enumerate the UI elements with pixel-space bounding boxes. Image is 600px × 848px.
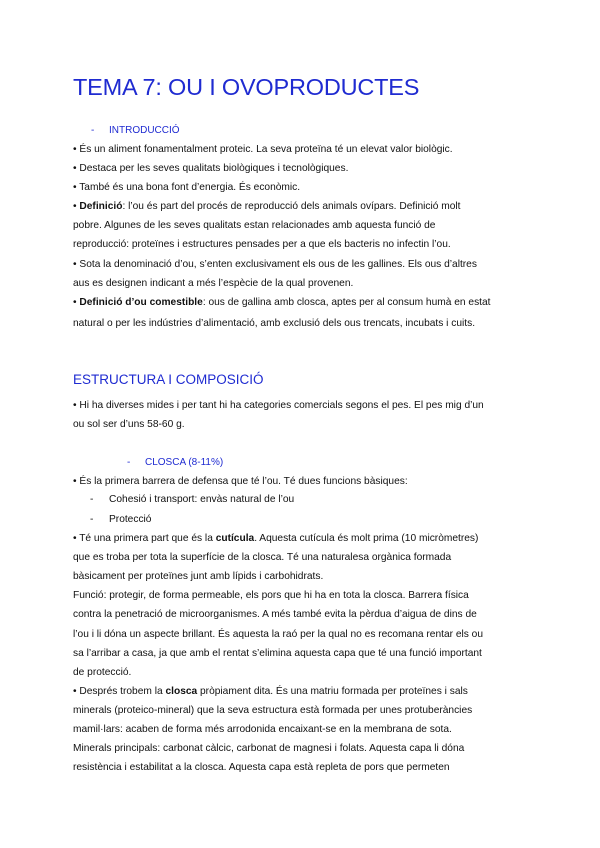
cuticula-cont-1: que es troba per tota la superfície de la closca. Té una naturalesa orgànica formada xyxy=(73,552,452,563)
estructura-heading: ESTRUCTURA I COMPOSICIÓ xyxy=(73,372,264,387)
definicio-paragraph-line xyxy=(73,200,461,213)
cuticula-cont-3: Funció: protegir, de forma permeable, els pors que hi ha en tota la closca. Barrera física xyxy=(73,590,469,601)
cuticula-cont-4: contra la penetració de microorganismes. A més també evita la pèrdua d’aigua de dins de xyxy=(73,609,477,620)
list-item xyxy=(90,514,151,525)
bullet: • xyxy=(73,297,80,308)
intro-line-3: • També és una bona font d’energia. És econòmic. xyxy=(73,182,301,193)
definicio-text: : l’ou és part del procés de reproducció dels animals ovípars. Definició molt xyxy=(122,201,461,212)
cuticula-before: • Té una primera part que és la xyxy=(73,533,216,544)
cuticula-cont-7: de protecció. xyxy=(73,667,132,678)
definicio-ou-cont: natural o per les indústries d’alimentació, amb exclusió dels ous trencats, incubats i cuits. xyxy=(73,318,476,329)
definicio-ou-term: Definició d’ou comestible xyxy=(79,297,203,308)
closca-term: closca xyxy=(165,686,198,697)
sota-line-2: aus es designen indicant a més l’espècie de la qual provenen. xyxy=(73,278,354,289)
list-item-text: Cohesió i transport: envàs natural de l’ou xyxy=(109,494,295,505)
bullet: • xyxy=(73,201,80,212)
closca-cont-4: resistència i estabilitat a la closca. Aquesta capa està repleta de pors que permeten xyxy=(73,762,450,773)
closca-before: • Després trobem la xyxy=(73,686,166,697)
heading-dash: - xyxy=(127,457,131,468)
introduccio-heading: INTRODUCCIÓ xyxy=(109,125,180,136)
section-introduccio xyxy=(91,125,180,136)
closca-after: pròpiament dita. És una matriu formada per proteïnes i sals xyxy=(197,686,468,697)
estructura-line-2: ou sol ser d’uns 58-60 g. xyxy=(73,419,185,430)
sota-line-1: • Sota la denominació d’ou, s’enten exclusivament els ous de les gallines. Els ous d’altres xyxy=(73,259,477,270)
intro-line-1: • És un aliment fonamentalment proteic. La seva proteïna té un elevat valor biològic. xyxy=(73,144,453,155)
cuticula-line xyxy=(73,532,478,545)
closca-line-1: • És la primera barrera de defensa que té l’ou. Té dues funcions bàsiques: xyxy=(73,476,408,487)
definicio-cont-1: pobre. Algunes de les seves qualitats estan relacionades amb aquesta funció de xyxy=(73,220,436,231)
cuticula-term: cutícula xyxy=(215,533,255,544)
list-dash: - xyxy=(90,494,94,505)
cuticula-cont-6: sa l’arribar a casa, ja que amb el rentat s’elimina aquesta capa que té una funció important xyxy=(73,648,482,659)
closca-cont-3: Minerals principals: carbonat càlcic, carbonat de magnesi i folats. Aquesta capa li dóna xyxy=(73,743,465,754)
closca-cont-1: minerals (proteico-mineral) que la seva estructura està formada per unes protuberàncies xyxy=(73,705,473,716)
definicio-ou-line xyxy=(73,296,491,309)
cuticula-cont-2: bàsicament per proteïnes junt amb lípids i carbohidrats. xyxy=(73,571,324,582)
intro-line-2: • Destaca per les seves qualitats biològiques i tecnològiques. xyxy=(73,163,349,174)
heading-dash: - xyxy=(91,125,95,136)
cuticula-after: . Aquesta cutícula és molt prima (10 micròmetres) xyxy=(254,533,479,544)
definicio-cont-2: reproducció: proteïnes i estructures pensades per a que els bacteris no infectin l’ou. xyxy=(73,239,451,250)
section-closca xyxy=(127,457,223,468)
definicio-ou-text: : ous de gallina amb closca, aptes per al consum humà en estat xyxy=(202,297,491,308)
closca-cont-2: mamil·lars: acaben de forma més arrodonida encaixant-se en la membrana de sota. xyxy=(73,724,452,735)
closca-paragraph-line xyxy=(73,685,468,698)
cuticula-cont-5: l’ou i li dóna un aspecte brillant. És aquesta la raó per la qual no es recomana rentar els ou xyxy=(73,629,484,640)
page-title: TEMA 7: OU I OVOPRODUCTES xyxy=(73,74,420,100)
closca-heading: CLOSCA (8-11%) xyxy=(145,457,224,468)
list-item xyxy=(90,494,294,505)
list-item-text: Protecció xyxy=(109,514,152,525)
definicio-term: Definició xyxy=(79,201,123,212)
list-dash: - xyxy=(90,514,94,525)
estructura-line-1: • Hi ha diverses mides i per tant hi ha categories comercials segons el pes. El pes mig d’un xyxy=(73,400,484,411)
